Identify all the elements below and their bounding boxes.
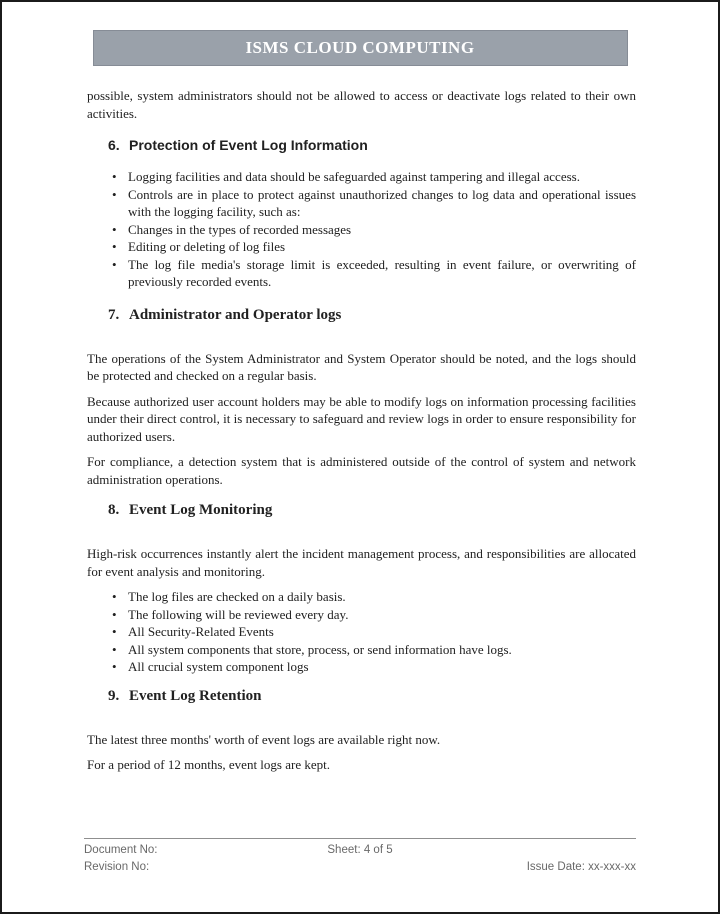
paragraph: High-risk occurrences instantly alert the incident management process, and responsibilities are allocated for event analysis and monitoring. [87, 546, 636, 579]
bullet-icon: • [112, 624, 117, 639]
paragraph: For compliance, a detection system that is administered outside of the control of system and network administration operations. [87, 454, 636, 487]
list-item: • All system components that store, process, or send information have logs. [112, 641, 512, 657]
bullet-icon: • [112, 659, 117, 674]
section-8-title: Event Log Monitoring [129, 502, 273, 518]
header-banner [93, 30, 628, 66]
section-7-number: 7. [108, 306, 120, 323]
list-item: • Logging facilities and data should be safeguarded against tampering and illegal access. [112, 169, 580, 184]
section-8-heading [108, 500, 636, 520]
intro-paragraph: possible, system administrators should not be allowed to access or deactivate logs related to their own activities. [87, 88, 636, 121]
section-6-number: 6. [108, 137, 120, 153]
issue-date-label: Issue Date: xx-xxx-xx [526, 861, 636, 873]
section-8-number: 8. [108, 502, 120, 518]
bullet-icon: • [112, 606, 117, 622]
document-title: ISMS CLOUD COMPUTING [245, 38, 475, 57]
list-item: • All crucial system component logs [112, 659, 309, 674]
paragraph: Because authorized user account holders may be able to modify logs on information processing facilities under their direct control, it is necessary to safeguard and review logs in order to ensure responsibility for authorized users. [87, 393, 636, 444]
bullet-icon: • [112, 169, 117, 184]
section-9-title: Event Log Retention [129, 687, 262, 704]
bullet-icon: • [112, 589, 117, 604]
page-footer [84, 838, 636, 876]
section-6-heading [108, 135, 636, 155]
document-no-label: Document No: [84, 844, 158, 856]
bullet-icon: • [112, 221, 117, 237]
list-item: • The following will be reviewed every day. [112, 606, 349, 622]
section-8-bullet-list [87, 588, 636, 676]
revision-no-label: Revision No: [84, 861, 150, 873]
list-item: • Changes in the types of recorded messages [112, 221, 352, 237]
footer-row-1 [84, 842, 636, 859]
bullet-icon: • [112, 641, 117, 657]
list-item: • Controls are in place to protect against unauthorized changes to log data and operational issues with the logging facility, such as: [112, 186, 636, 219]
paragraph: For a period of 12 months, event logs are kept. [87, 757, 330, 772]
footer-row2-spacer [268, 859, 452, 876]
paragraph: The latest three months' worth of event logs are available right now. [87, 731, 441, 747]
list-item: • The log files are checked on a daily basis. [112, 589, 346, 604]
bullet-icon: • [112, 186, 117, 202]
bullet-icon: • [112, 256, 117, 272]
section-6-title: Protection of Event Log Information [129, 137, 368, 153]
section-9-number: 9. [108, 687, 120, 704]
list-item: • Editing or deleting of log files [112, 239, 286, 254]
section-7-title: Administrator and Operator logs [129, 306, 342, 323]
section-9-heading [108, 686, 636, 706]
list-item: • All Security-Related Events [112, 624, 274, 639]
footer-row1-spacer [452, 842, 636, 859]
paragraph: The operations of the System Administrator and System Operator should be noted, and the logs should be protected and checked on a regular basis. [87, 350, 636, 383]
section-7-heading [108, 305, 636, 325]
list-item: • The log file media's storage limit is exceeded, resulting in event failure, or overwriting of previously recorded events. [112, 256, 636, 289]
document-body [87, 87, 636, 774]
footer-row-2 [84, 859, 636, 876]
sheet-label: Sheet: 4 of 5 [327, 844, 393, 856]
section-6-bullet-list [87, 168, 636, 291]
bullet-icon: • [112, 239, 117, 254]
